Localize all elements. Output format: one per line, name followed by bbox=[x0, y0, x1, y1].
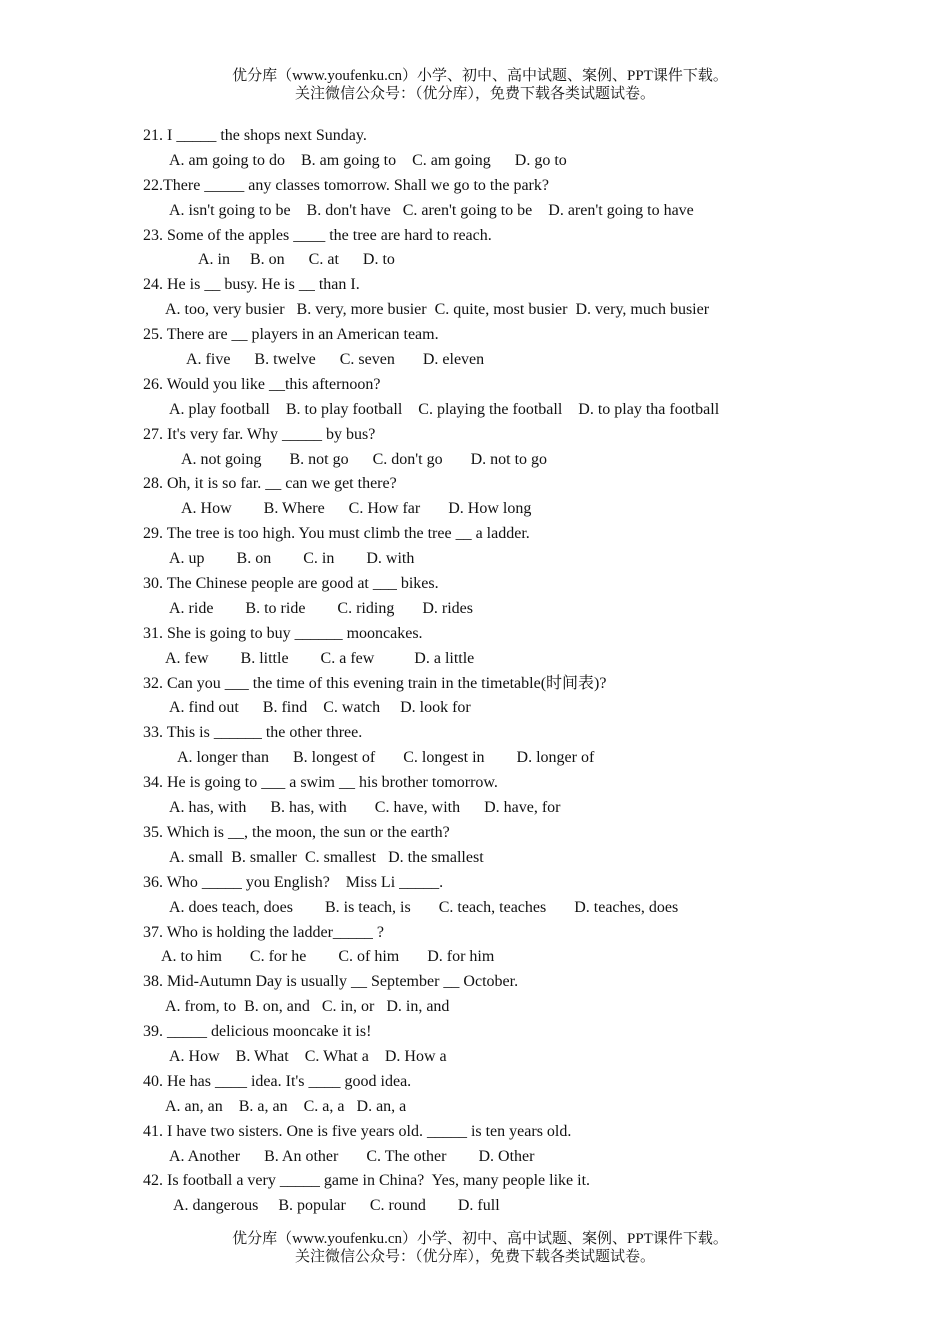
question-item bbox=[143, 1169, 923, 1219]
question-item bbox=[143, 771, 923, 821]
question-item bbox=[143, 373, 923, 423]
question-item bbox=[143, 921, 923, 971]
question-stem: 28. Oh, it is so far. __ can we get there? bbox=[143, 475, 397, 493]
answer-options: A. from, to B. on, and C. in, or D. in, and bbox=[165, 998, 450, 1016]
header-line-2: 关注微信公众号：（优分库），免费下载各类试题试卷。 bbox=[294, 86, 655, 102]
question-item bbox=[143, 871, 923, 921]
answer-options: A. few B. little C. a few D. a little bbox=[165, 649, 475, 667]
question-stem: 36. Who _____ you English? Miss Li _____. bbox=[143, 873, 444, 891]
question-stem: 31. She is going to buy ______ mooncakes. bbox=[143, 624, 423, 642]
answer-options: A. an, an B. a, an C. a, a D. an, a bbox=[165, 1097, 407, 1115]
answer-options: A. not going B. not go C. don't go D. not to go bbox=[181, 450, 548, 468]
question-item bbox=[143, 622, 923, 672]
question-stem: 21. I _____ the shops next Sunday. bbox=[143, 127, 367, 144]
footer-line-2: 关注微信公众号：（优分库），免费下载各类试题试卷。 bbox=[294, 1249, 655, 1265]
answer-options: A. ride B. to ride C. riding D. rides bbox=[169, 599, 473, 617]
answer-options: A. longer than B. longest of C. longest in D. longer of bbox=[177, 749, 595, 767]
question-stem: 27. It's very far. Why _____ by bus? bbox=[143, 425, 376, 443]
question-stem: 41. I have two sisters. One is five years old. _____ is ten years old. bbox=[143, 1122, 572, 1140]
answer-options: A. up B. on C. in D. with bbox=[169, 550, 415, 568]
answer-options: A. too, very busier B. very, more busier C. quite, most busier D. very, much busier bbox=[165, 301, 710, 319]
question-stem: 40. He has ____ idea. It's ____ good idea. bbox=[143, 1072, 412, 1090]
question-item bbox=[143, 224, 923, 274]
question-stem: 38. Mid-Autumn Day is usually __ September __ October. bbox=[143, 973, 519, 991]
question-stem: 39. _____ delicious mooncake it is! bbox=[143, 1023, 372, 1041]
question-item bbox=[143, 1070, 923, 1120]
question-stem: 35. Which is __, the moon, the sun or the earth? bbox=[143, 823, 450, 841]
answer-options: A. How B. Where C. How far D. How long bbox=[181, 500, 532, 518]
question-item bbox=[143, 1020, 923, 1070]
answer-options: A. to him C. for he C. of him D. for him bbox=[161, 948, 495, 966]
answer-options: A. Another B. An other C. The other D. Other bbox=[169, 1147, 535, 1165]
question-item bbox=[143, 672, 923, 722]
question-stem: 37. Who is holding the ladder_____ ? bbox=[143, 923, 384, 941]
question-stem: 22.There _____ any classes tomorrow. Shall we go to the park? bbox=[143, 176, 549, 194]
question-item bbox=[143, 572, 923, 622]
question-item bbox=[143, 522, 923, 572]
answer-options: A. in B. on C. at D. to bbox=[198, 251, 395, 269]
question-stem: 26. Would you like __this afternoon? bbox=[143, 375, 381, 393]
question-stem: 30. The Chinese people are good at ___ bikes. bbox=[143, 575, 439, 593]
question-item bbox=[143, 970, 923, 1020]
question-item bbox=[143, 323, 923, 373]
answer-options: A. has, with B. has, with C. have, with D. have, for bbox=[169, 799, 561, 817]
answer-options: A. dangerous B. popular C. round D. full bbox=[173, 1197, 500, 1215]
question-item bbox=[143, 821, 923, 871]
question-stem: 32. Can you ___ the time of this evening train in the timetable(时间表)? bbox=[143, 674, 607, 692]
question-list bbox=[143, 124, 923, 1219]
question-stem: 29. The tree is too high. You must climb the tree __ a ladder. bbox=[143, 525, 530, 543]
question-stem: 23. Some of the apples ____ the tree are hard to reach. bbox=[143, 226, 492, 244]
question-stem: 34. He is going to ___ a swim __ his brother tomorrow. bbox=[143, 774, 498, 792]
question-stem: 33. This is ______ the other three. bbox=[143, 724, 363, 742]
question-item bbox=[143, 423, 923, 473]
question-item bbox=[143, 273, 923, 323]
question-stem: 42. Is football a very _____ game in China? Yes, many people like it. bbox=[143, 1172, 591, 1190]
question-stem: 25. There are __ players in an American team. bbox=[143, 326, 439, 344]
answer-options: A. play football B. to play football C. playing the football D. to play tha football bbox=[169, 400, 720, 418]
answer-options: A. five B. twelve C. seven D. eleven bbox=[186, 351, 485, 369]
answer-options: A. small B. smaller C. smallest D. the smallest bbox=[169, 848, 484, 866]
page-header bbox=[0, 67, 950, 103]
footer-line-1: 优分库（www.youfenku.cn）小学、初中、高中试题、案例、PPT课件下载。 bbox=[232, 1231, 728, 1247]
question-item bbox=[143, 472, 923, 522]
answer-options: A. isn't going to be B. don't have C. aren't going to be D. aren't going to have bbox=[169, 201, 694, 219]
question-item bbox=[143, 721, 923, 771]
question-item bbox=[143, 124, 923, 174]
question-item bbox=[143, 174, 923, 224]
answer-options: A. am going to do B. am going to C. am going D. go to bbox=[169, 151, 567, 169]
answer-options: A. find out B. find C. watch D. look for bbox=[169, 699, 471, 717]
answer-options: A. does teach, does B. is teach, is C. teach, teaches D. teaches, does bbox=[169, 898, 679, 916]
question-item bbox=[143, 1120, 923, 1170]
question-stem: 24. He is __ busy. He is __ than I. bbox=[143, 276, 360, 294]
header-line-1: 优分库（www.youfenku.cn）小学、初中、高中试题、案例、PPT课件下载。 bbox=[232, 68, 728, 84]
page-footer bbox=[0, 1230, 950, 1266]
answer-options: A. How B. What C. What a D. How a bbox=[169, 1047, 447, 1065]
